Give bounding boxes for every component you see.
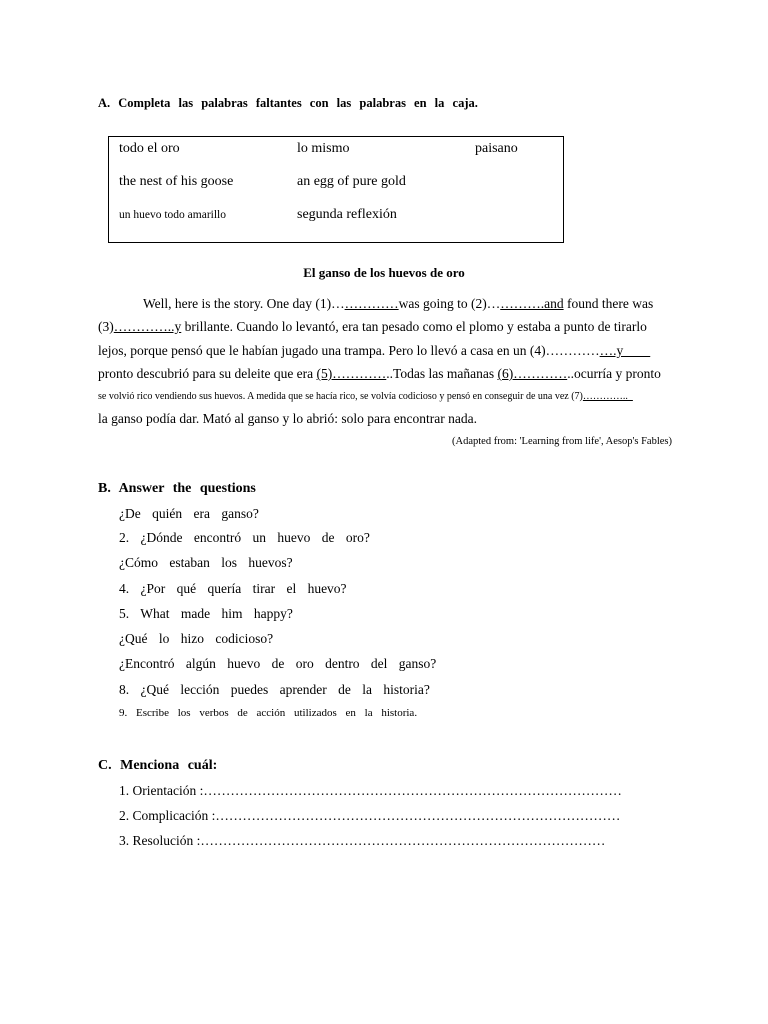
question-item: 9. Escribe los verbos de acción utilizados en la historia. [119, 707, 418, 719]
question-item: 8. ¿Qué lección puedes aprender de la historia? [119, 682, 430, 697]
word-bank-box [108, 136, 564, 243]
orientacion-line[interactable]: 1. Orientación :………………………………………………………………………………… [119, 783, 622, 798]
word-bank-item: the nest of his goose [119, 174, 234, 189]
question-item: 5. What made him happy? [119, 606, 293, 621]
story-title: El ganso de los huevos de oro [303, 265, 465, 280]
resolucion-line[interactable]: 3. Resolución :……………………………………………………………………………… [119, 833, 606, 848]
question-item: ¿Qué lo hizo codicioso? [119, 631, 274, 646]
complicacion-line[interactable]: 2. Complicación :……………………………………………………………………………… [119, 808, 621, 823]
story-credit: (Adapted from: 'Learning from life', Aesop's Fables) [452, 436, 672, 447]
blank-4[interactable]: ….y [599, 343, 651, 358]
word-bank-item: lo mismo [297, 141, 350, 156]
story-line-2: (3)…………..y brillante. Cuando lo levantó, era tan pesado como el plomo y estaba a punto de tirarlo [98, 319, 647, 334]
word-bank-item: paisano [475, 141, 518, 156]
question-item: 4. ¿Por qué quería tirar el huevo? [119, 581, 347, 596]
story-line-1: Well, here is the story. One day (1)……………was going to (2)………….and found there was [143, 296, 654, 311]
blank-1[interactable]: ………… [344, 296, 399, 311]
blank-5[interactable]: (5)………… [316, 366, 387, 381]
word-bank-item: segunda reflexión [297, 207, 397, 222]
word-bank-item: un huevo todo amarillo [119, 209, 226, 221]
blank-2[interactable]: ……….and [500, 296, 564, 311]
word-bank-item: todo el oro [119, 141, 180, 156]
story-line-5: se volvió rico vendiendo sus huevos. A medida que se hacía rico, se volvía codicioso y pensó en conseguir de una vez (7)………….. [98, 391, 633, 402]
question-item: ¿De quién era ganso? [119, 506, 259, 521]
story-line-3: lejos, porque pensó que le habían jugado una trampa. Pero lo llevó a casa en un (4)…………….y [98, 343, 651, 358]
story-line-6: la ganso podía dar. Mató al ganso y lo abrió: solo para encontrar nada. [98, 411, 478, 426]
story-line-4: pronto descubrió para su deleite que era (5)…………..Todas las mañanas (6)…………..ocurría y pronto [98, 366, 661, 381]
blank-7[interactable]: ………….. [582, 391, 633, 402]
section-a-title: A. Completa las palabras faltantes con las palabras en la caja. [98, 96, 478, 110]
question-item: 2. ¿Dónde encontró un huevo de oro? [119, 530, 370, 545]
section-c-title: C. Menciona cuál: [98, 758, 218, 773]
word-bank-item: an egg of pure gold [297, 174, 406, 189]
question-item: ¿Encontró algún huevo de oro dentro del ganso? [119, 656, 437, 671]
blank-3[interactable]: …………..y [113, 319, 182, 334]
section-b-title: B. Answer the questions [98, 481, 256, 496]
question-item: ¿Cómo estaban los huevos? [119, 555, 293, 570]
blank-6[interactable]: (6)………… [497, 366, 568, 381]
